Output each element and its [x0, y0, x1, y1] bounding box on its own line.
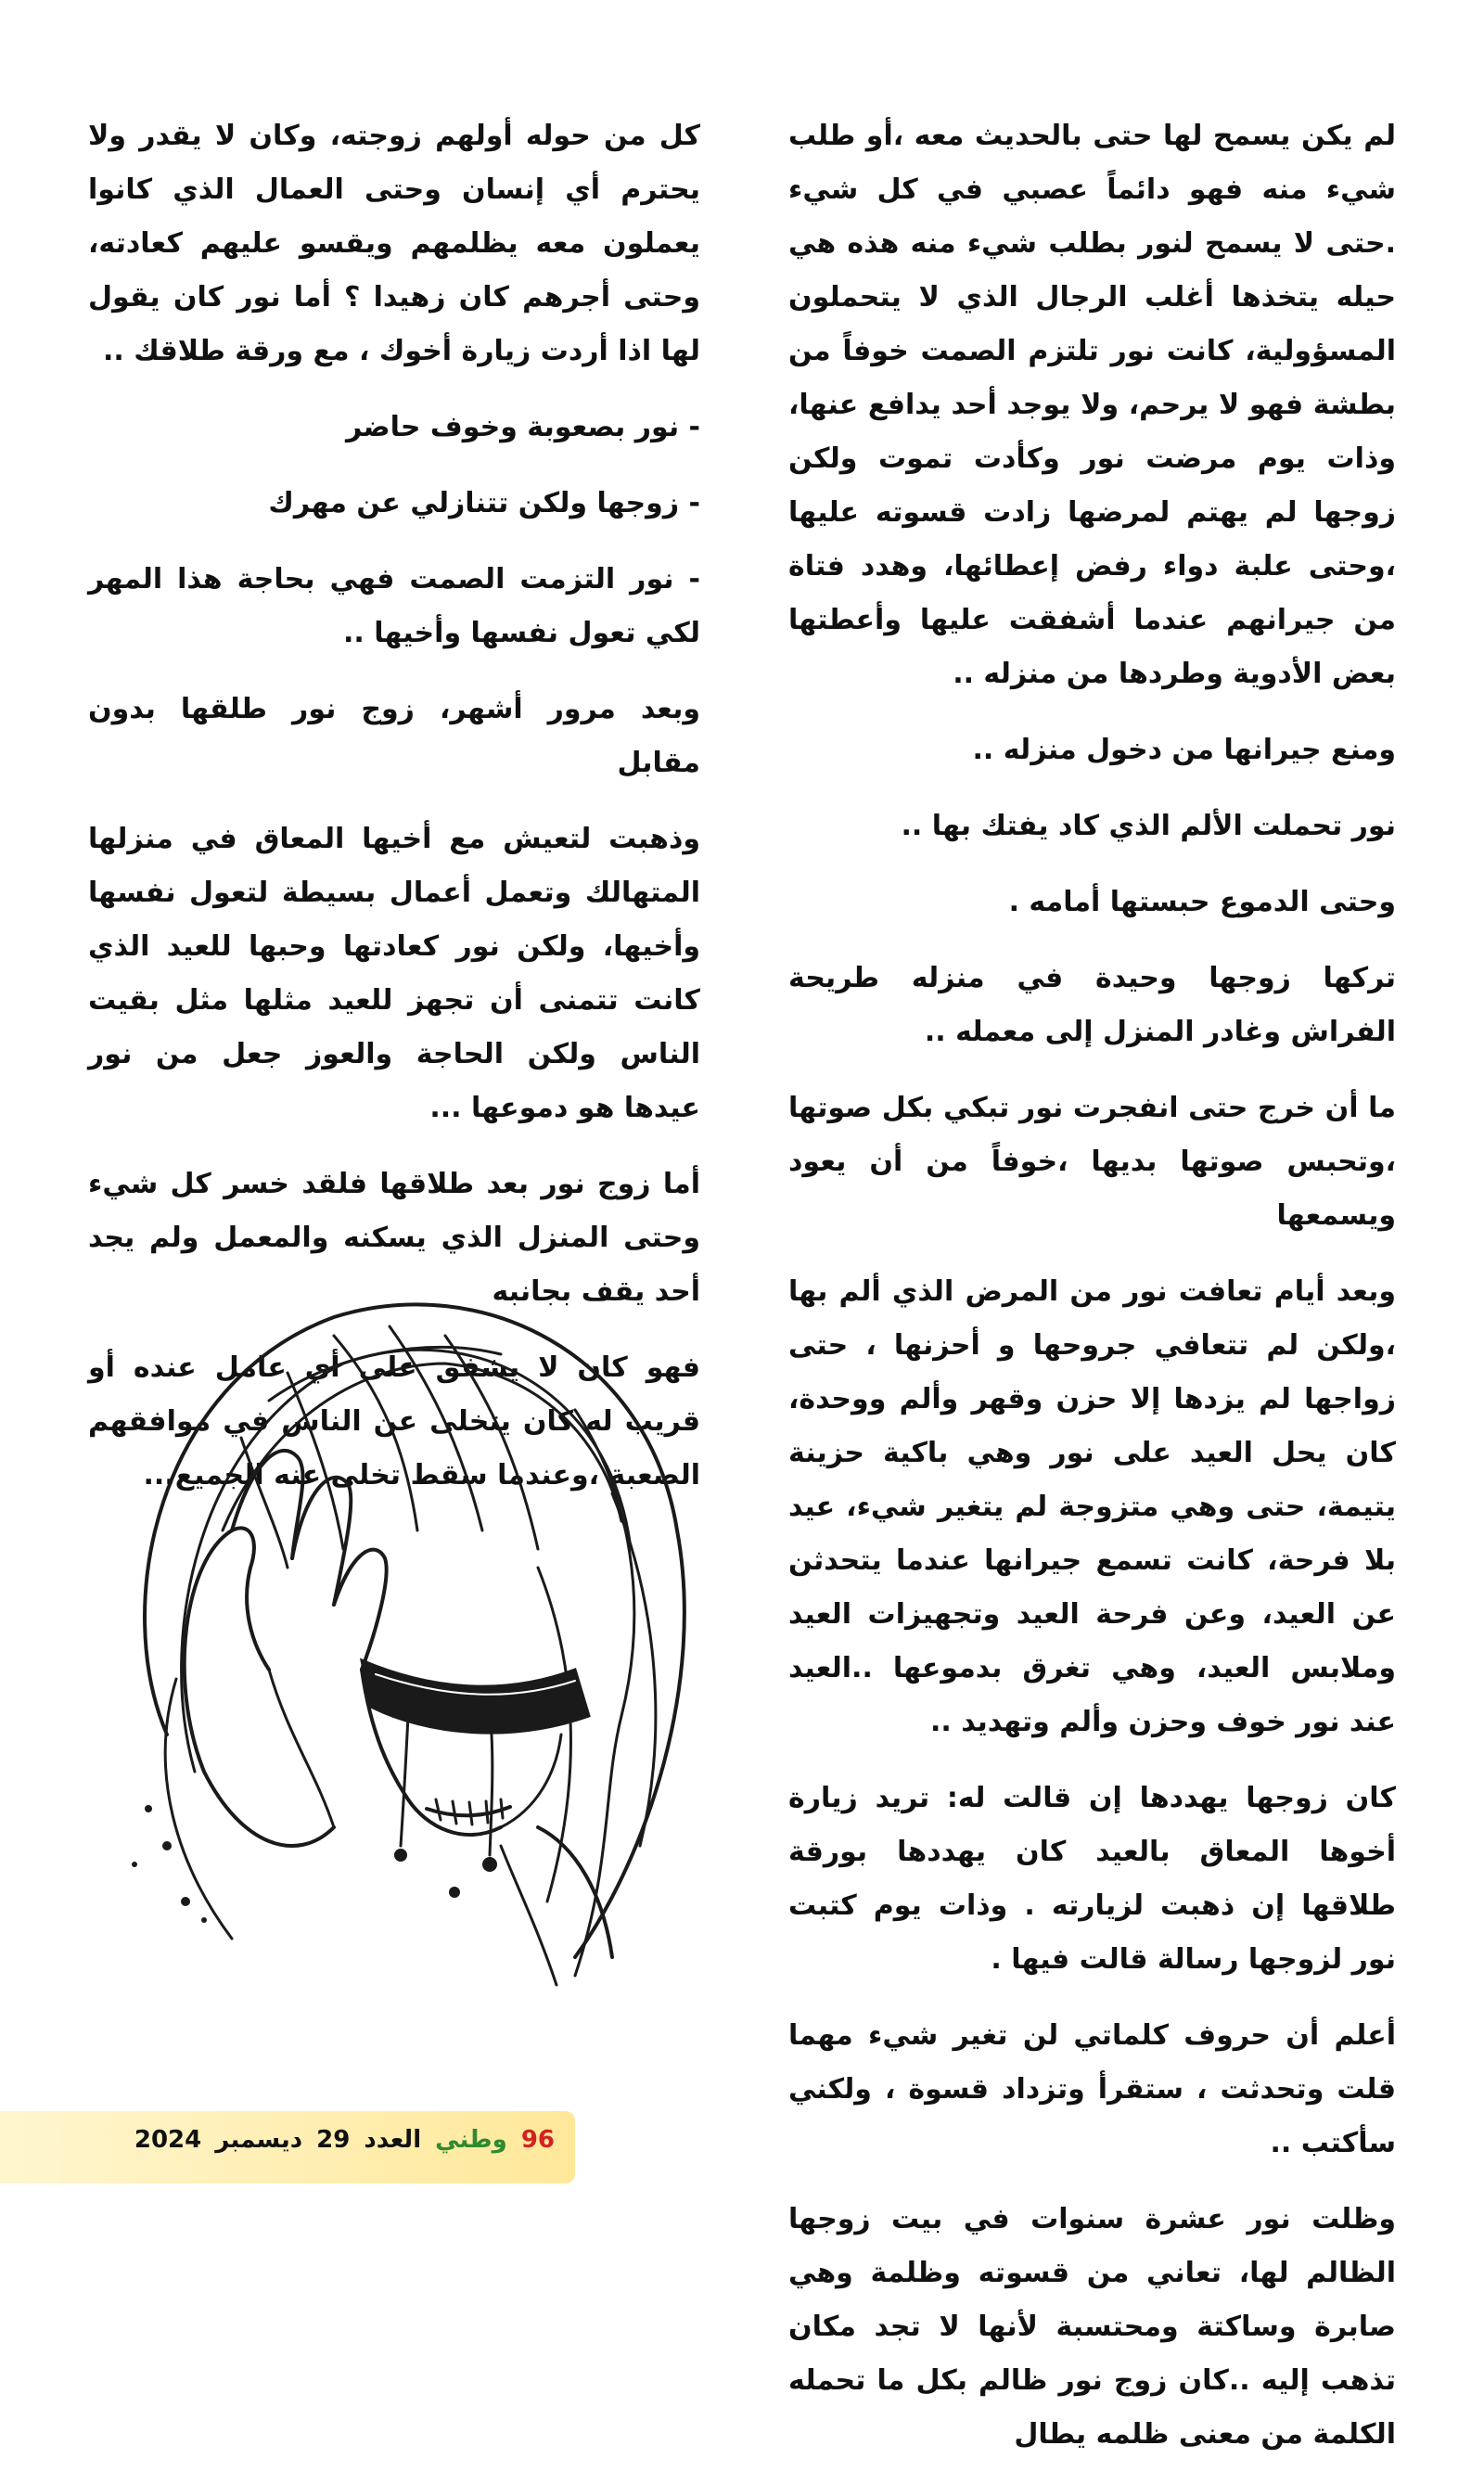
paragraph: لم يكن يسمح لها حتى بالحديث معه ،أو طلب شيء منه فهو دائماً عصبي في كل شيء .حتى لا يسمح لنور بطلب شيء منه هذه هي حيله يتخذها أغلب الرجال الذي لا يتحملون المسؤولية، كانت نور تلتزم الصمت خوفاً من بطشة فهو لا يرحم، ولا يوجد أحد يدافع عنها، وذات يوم مرضت نور وكأدت تموت ولكن زوجها لم يهتم لمرضها زادت قسوته عليها ،وحتى علبة دواء رفض إعطائها، وهدد فتاة من جيرانهم عندما أشفقت عليها وأعطتها بعض الأدوية وطردها من منزله .. [788, 120, 1396, 690]
issue-number: 29 [316, 2126, 351, 2154]
paragraph: كان زوجها يهددها إن قالت له: تريد زيارة أخوها المعاق بالعيد كان يهددها بورقة طلاقها إن ذهبت لزيارته . وذات يوم كتبت نور لزوجها رسالة قالت فيها . [788, 1782, 1396, 1976]
paragraph: ومنع جيرانها من دخول منزله .. [972, 734, 1396, 766]
paragraph: وبعد أيام تعافت نور من المرض الذي ألم بها ،ولكن لم تتعافي جروحها و أحزنها ، حتى زواجها لم يزدها إلا حزن وقهر وألم ووحدة، كان يحل العيد على نور وهي باكية حزينة يتيمة، حتى وهي متزوجة لم يتغير شيء، عيد بلا فرحة، كانت تسمع جيرانها عندما يتحدثن عن العيد، وعن فرحة العيد وتجهيزات العيد وملابس العيد، وهي تغرق بدموعها ..العيد عند نور خوف وحزن وألم وتهديد .. [788, 1275, 1396, 1738]
dialogue-line: - زوجها ولكن تتنازلي عن مهرك [268, 487, 700, 519]
issue-label: العدد [364, 2126, 422, 2154]
paragraph: وظلت نور عشرة سنوات في بيت زوجها الظالم لها، تعاني من قسوته وظلمة وهي صابرة وساكتة ومحتسبة لأنها لا تجد مكان تذهب إليه ..كان زوج نور ظالم بكل ما تحمله الكلمة من معنى ظلمه يطال [788, 2203, 1396, 2451]
dialogue-line: - نور التزمت الصمت فهي بحاجة هذا المهر لكي تعول نفسها وأخيها .. [88, 563, 700, 649]
right-column [788, 109, 1396, 2484]
issue-year: 2024 [134, 2126, 202, 2154]
paragraph: أعلم أن حروف كلماتي لن تغير شيء مهما قلت وتحدثت ، ستقرأ وتزداد قسوة ، ولكني سأكتب .. [788, 2019, 1396, 2159]
paragraph: وحتى الدموع حبستها أمامه . [1008, 886, 1396, 918]
paragraph: ما أن خرج حتى انفجرت نور تبكي بكل صوتها ،وتحبس صوتها بديها ،خوفاً من أن يعود ويسمعها [788, 1092, 1396, 1232]
dialogue-line: - نور بصعوبة وخوف حاضر [345, 411, 700, 443]
paragraph: كل من حوله أولهم زوجته، وكان لا يقدر ولا يحترم أي إنسان وحتى العمال الذي كانوا يعملون معه يظلمهم ويقسو عليهم كعادته، وحتى أجرهم كان زهيدا ؟ أما نور كان يقول لها اذا أردت زيارة أخوك ، مع ورقة طلاقك .. [88, 120, 700, 367]
page-number: 96 [520, 2126, 555, 2154]
paragraph: وبعد مرور أشهر، زوج نور طلقها بدون مقابل [88, 693, 700, 779]
magazine-name: وطني [435, 2126, 507, 2154]
paragraph: أما زوج نور بعد طلاقها فلقد خسر كل شيء وحتى المنزل الذي يسكنه والمعمل ولم يجد أحد يقف بجانبه [88, 1168, 700, 1308]
footer-bar [0, 2111, 575, 2183]
paragraph: تركها زوجها وحيدة في منزله طريحة الفراش وغادر المنزل إلى معمله .. [788, 962, 1396, 1048]
blindfolded-woman-illustration [56, 1252, 756, 2004]
paragraph: فهو كان لا يشفق على أي عامل عنده أو قريب له كان يتخلى عن الناس في موافقهم الصعبة ،وعندما سقط تخلى عنه الجميع... [88, 1351, 700, 1492]
issue-month: ديسمبر [215, 2126, 303, 2154]
paragraph: نور تحملت الألم الذي كاد يفتك بها .. [901, 810, 1396, 842]
paragraph: وذهبت لتعيش مع أخيها المعاق في منزلها المتهالك وتعمل أعمال بسيطة لتعول نفسها وأخيها، ولكن نور كعادتها وحبها للعيد الذي كانت تتمنى أن تجهز للعيد مثلها مثل بقيت الناس ولكن الحاجة والعوز جعل من نور عيدها هو دموعها ... [88, 823, 700, 1124]
footer-text [129, 2126, 555, 2154]
